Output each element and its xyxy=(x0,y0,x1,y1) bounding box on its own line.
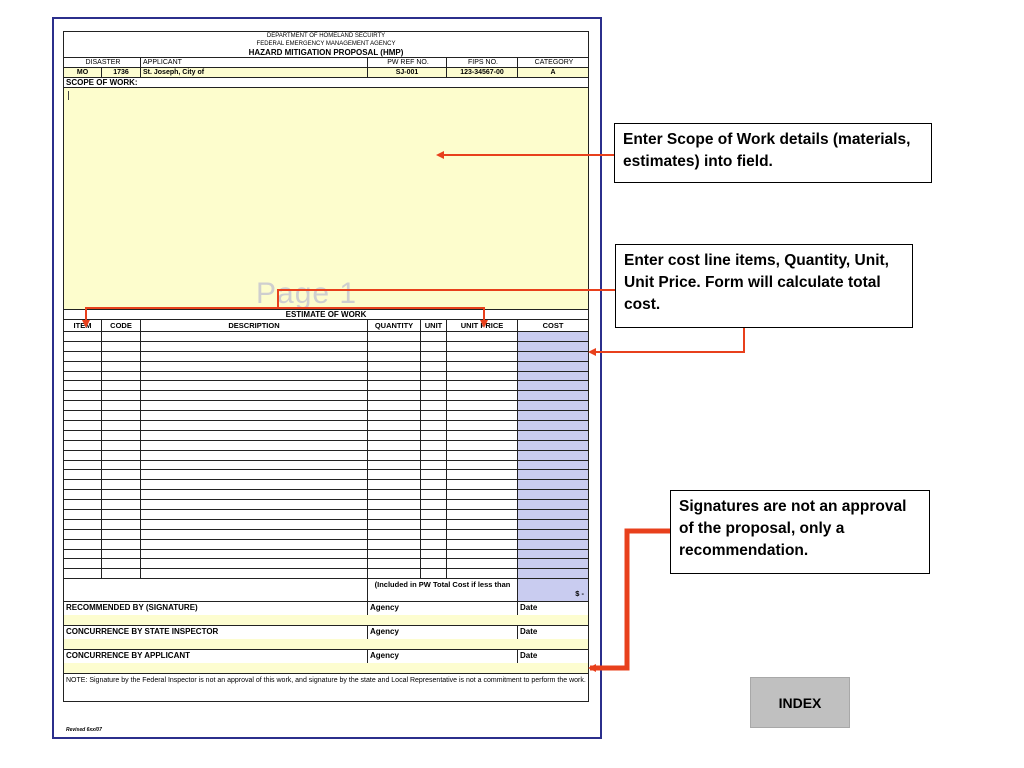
disaster-number-field[interactable]: 1736 xyxy=(102,68,141,77)
applicant-label: APPLICANT xyxy=(141,58,368,67)
category-label: CATEGORY xyxy=(534,59,574,66)
pw-ref-label: PW REF NO. xyxy=(368,58,447,67)
col-code: CODE xyxy=(102,320,141,331)
state-agency-label: Agency xyxy=(368,626,518,639)
recommended-agency-label: Agency xyxy=(368,602,518,615)
header-title: HAZARD MITIGATION PROPOSAL (HMP) xyxy=(248,48,404,57)
form-note: NOTE: Signature by the Federal Inspector is not an approval of this work, and signature by the state and Local Representative is not a commitment to perform the work. xyxy=(66,677,586,685)
state-inspector-label: CONCURRENCE BY STATE INSPECTOR xyxy=(64,626,368,639)
applicant-agency-label: Agency xyxy=(368,650,518,663)
col-unit: UNIT xyxy=(421,320,447,331)
recommended-label: RECOMMENDED BY (SIGNATURE) xyxy=(64,602,368,615)
revised-label: Revised 6xx/07 xyxy=(66,727,102,733)
total-note: (Included in PW Total Cost if less than xyxy=(368,579,518,601)
signature-callout: Signatures are not an approval of the proposal, only a recommendation. xyxy=(670,490,930,574)
state-date-label: Date xyxy=(520,627,538,637)
applicant-concurrence-label: CONCURRENCE BY APPLICANT xyxy=(64,650,368,663)
applicant-date-label: Date xyxy=(520,651,538,661)
header-department: DEPARTMENT OF HOMELAND SECUIRTY xyxy=(266,33,386,39)
category-field[interactable]: A xyxy=(518,68,588,77)
col-cost: COST xyxy=(542,321,564,330)
disaster-label: DISASTER xyxy=(64,58,141,67)
scope-callout: Enter Scope of Work details (materials, estimates) into field. xyxy=(614,123,932,183)
header-agency: FEDERAL EMERGENCY MANAGEMENT AGENCY xyxy=(256,40,396,47)
index-button[interactable]: INDEX xyxy=(750,677,850,728)
page-watermark: Page 1 xyxy=(256,277,358,310)
total-cost-value: $ - xyxy=(518,579,588,601)
col-quantity: QUANTITY xyxy=(368,320,421,331)
signature-arrow xyxy=(590,531,670,668)
col-item: ITEM xyxy=(64,320,102,331)
scope-of-work-label: SCOPE OF WORK: xyxy=(64,78,588,88)
fips-field[interactable]: 123-34567-00 xyxy=(447,68,518,77)
fips-label: FIPS NO. xyxy=(447,58,518,67)
col-description: DESCRIPTION xyxy=(141,320,368,331)
col-unit-price: UNIT PRICE xyxy=(447,320,518,331)
cost-column-arrow xyxy=(590,328,744,352)
recommended-date-label: Date xyxy=(520,603,538,613)
cost-callout: Enter cost line items, Quantity, Unit, Unit Price. Form will calculate total cost. xyxy=(615,244,913,328)
estimate-title-text: ESTIMATE OF WORK xyxy=(285,310,367,319)
state-field[interactable]: MO xyxy=(64,68,102,77)
applicant-field[interactable]: St. Joseph, City of xyxy=(141,68,368,77)
pw-ref-field[interactable]: SJ-001 xyxy=(368,68,447,77)
